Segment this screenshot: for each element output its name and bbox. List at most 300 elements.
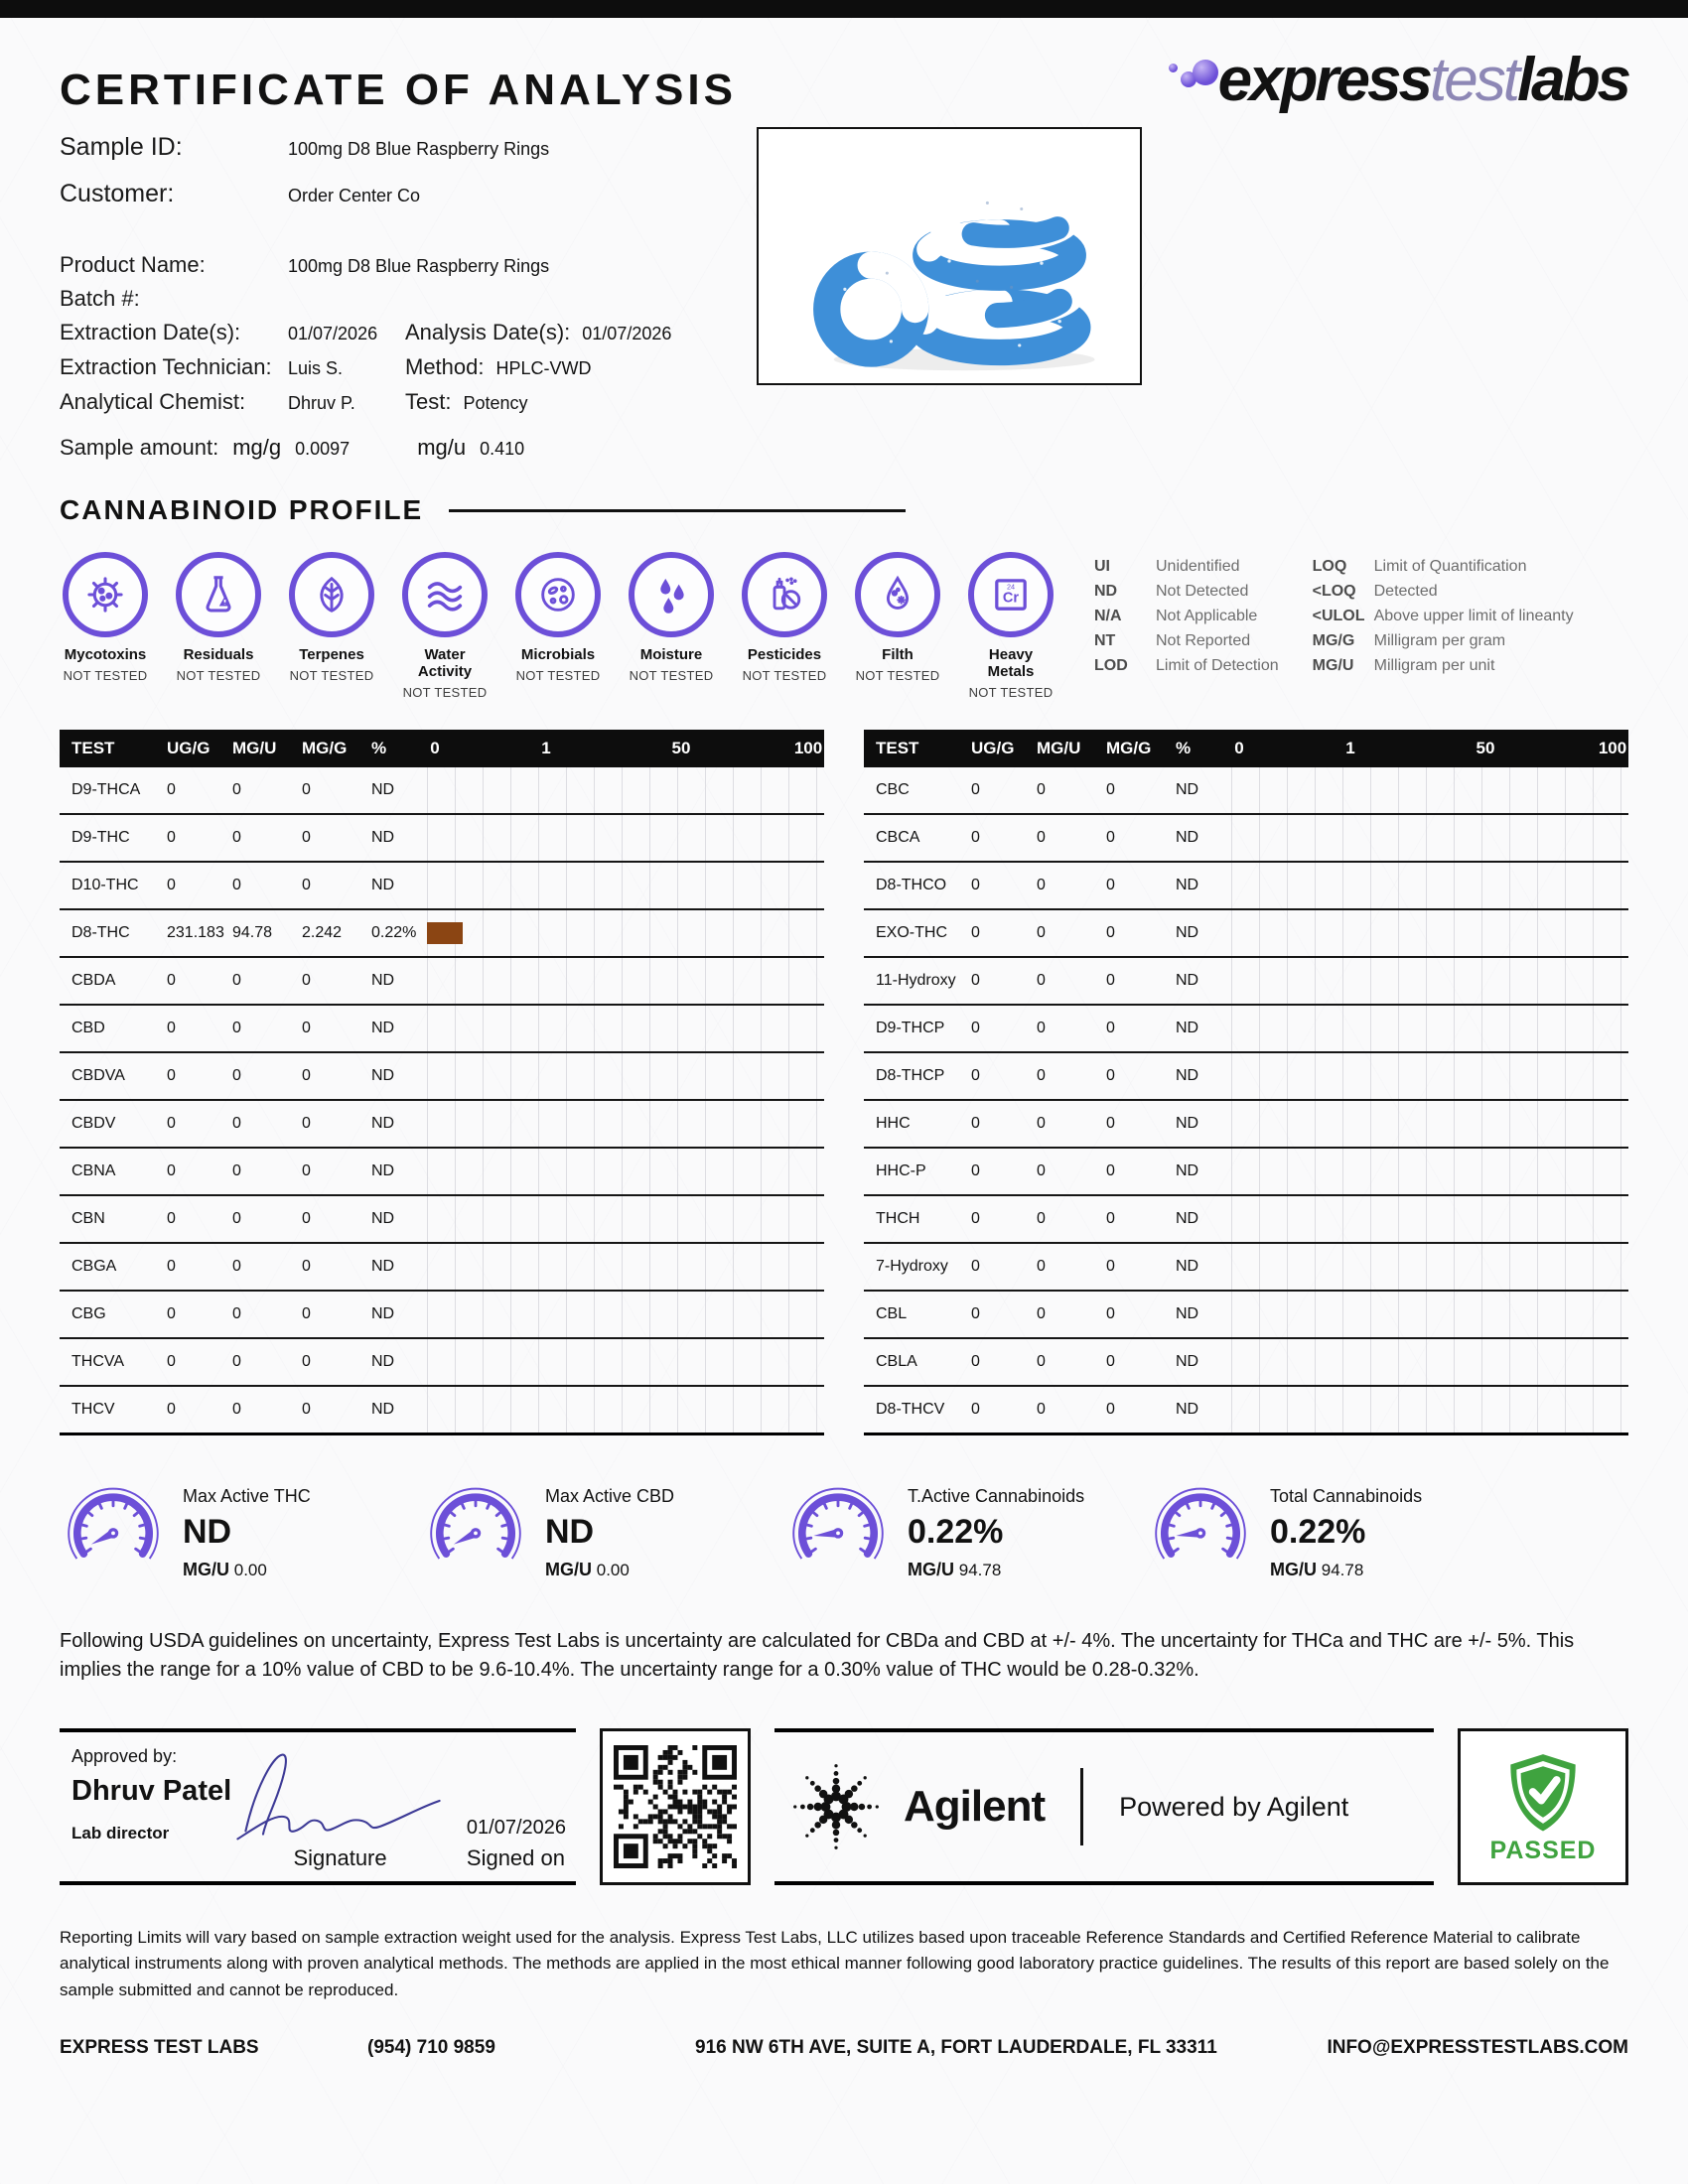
table-row xyxy=(864,1244,1628,1292)
heavy-metals-icon xyxy=(968,552,1054,637)
cell-ugg: 0 xyxy=(971,877,980,893)
table-row xyxy=(864,1006,1628,1053)
column-header: UG/G xyxy=(971,739,1015,757)
safety-panel-label: Terpenes xyxy=(299,646,364,663)
cell-ugg: 0 xyxy=(167,781,176,798)
cell-test: D8-THCP xyxy=(876,1067,945,1084)
cell-mgu: 94.78 xyxy=(232,924,273,941)
cell-pct: ND xyxy=(1176,877,1199,893)
cell-mgu: 0 xyxy=(232,972,241,989)
section-title: CANNABINOID PROFILE xyxy=(60,494,424,525)
cell-ugg: 0 xyxy=(167,972,176,989)
safety-panel-status: NOT TESTED xyxy=(176,668,261,683)
table-header xyxy=(60,730,824,767)
chart-scale xyxy=(1231,730,1628,767)
mgu-value: 0.410 xyxy=(480,439,525,459)
safety-panel-label: Residuals xyxy=(183,646,254,663)
legend-text: Limit of Detection xyxy=(1156,657,1279,674)
gauge-unit-value: 0.00 xyxy=(596,1561,630,1579)
cell-pct: ND xyxy=(371,1162,395,1179)
footer-email: INFO@EXPRESSTESTLABS.COM xyxy=(1327,2037,1628,2059)
chart-cell xyxy=(427,1387,824,1433)
chart-cell xyxy=(1231,1006,1628,1051)
chart-cell xyxy=(427,767,824,813)
cell-ugg: 0 xyxy=(971,1115,980,1132)
cell-pct: ND xyxy=(371,1210,395,1227)
cell-mgg: 0 xyxy=(302,1067,311,1084)
column-header: MG/U xyxy=(1037,739,1081,757)
cell-pct: ND xyxy=(1176,1210,1199,1227)
cell-ugg: 0 xyxy=(971,972,980,989)
safety-panel-status: NOT TESTED xyxy=(515,668,601,683)
cell-test: HHC xyxy=(876,1115,911,1132)
gauge-dial-icon xyxy=(784,1481,892,1585)
legend-abbr: LOD xyxy=(1094,657,1128,674)
cell-pct: ND xyxy=(1176,1162,1199,1179)
cell-test: CBDA xyxy=(71,972,116,989)
legend-item xyxy=(1313,583,1574,601)
safety-panel-residuals xyxy=(173,552,264,700)
legend-item xyxy=(1313,558,1574,576)
cannabinoid-table-left xyxy=(60,730,824,1435)
cell-ugg: 0 xyxy=(971,781,980,798)
chart-cell xyxy=(1231,1053,1628,1099)
column-header: MG/G xyxy=(1106,739,1152,757)
instrument-box xyxy=(774,1728,1434,1885)
cell-test: D8-THC xyxy=(71,924,130,941)
safety-panel-pesticides xyxy=(739,552,830,700)
scale-tick: 100 xyxy=(793,739,823,757)
cell-mgg: 0 xyxy=(1106,781,1115,798)
cell-mgu: 0 xyxy=(1037,1067,1046,1084)
safety-panel-terpenes xyxy=(286,552,377,700)
safety-panel-label: Pesticides xyxy=(747,646,822,663)
legend-text: Unidentified xyxy=(1156,558,1240,575)
table-row xyxy=(60,1101,824,1149)
gauge-total-cannabinoids xyxy=(1147,1481,1509,1585)
cell-pct: ND xyxy=(371,1067,395,1084)
legend-abbr: MG/U xyxy=(1312,657,1354,674)
legend-item xyxy=(1094,558,1279,576)
cell-test: THCVA xyxy=(71,1353,125,1370)
cell-mgu: 0 xyxy=(1037,972,1046,989)
gauge-label: Total Cannabinoids xyxy=(1270,1486,1423,1506)
table-row xyxy=(60,1244,824,1292)
cell-mgg: 0 xyxy=(302,877,311,893)
gauge-dial-icon xyxy=(422,1481,529,1585)
signature-caption: Signature xyxy=(293,1845,387,1870)
product-name-value: 100mg D8 Blue Raspberry Rings xyxy=(288,256,550,276)
table-row xyxy=(864,1387,1628,1433)
cell-pct: ND xyxy=(1176,1115,1199,1132)
cell-mgg: 0 xyxy=(1106,924,1115,941)
legend-abbr: NT xyxy=(1094,632,1116,649)
cell-ugg: 0 xyxy=(167,1258,176,1275)
chemist-value: Dhruv P. xyxy=(288,393,355,413)
sample-meta xyxy=(60,133,1628,461)
cell-mgg: 2.242 xyxy=(302,924,343,941)
cell-ugg: 0 xyxy=(167,1305,176,1322)
cell-mgu: 0 xyxy=(232,1305,241,1322)
mgu-label: mg/u xyxy=(417,435,467,460)
cell-test: CBN xyxy=(71,1210,105,1227)
cell-mgu: 0 xyxy=(232,1115,241,1132)
legend-item xyxy=(1313,632,1574,650)
cell-test: CBCA xyxy=(876,829,920,846)
extraction-date-value: 01/07/2026 xyxy=(288,324,378,343)
legend-abbr: ND xyxy=(1094,583,1118,600)
approval-band xyxy=(60,1728,1628,1885)
chart-scale xyxy=(427,730,824,767)
cell-pct: ND xyxy=(371,1115,395,1132)
chart-cell xyxy=(1231,910,1628,956)
signed-date: 01/07/2026 xyxy=(466,1817,566,1839)
chart-cell xyxy=(427,815,824,861)
cell-test: D9-THCP xyxy=(876,1020,945,1036)
cell-mgu: 0 xyxy=(1037,829,1046,846)
cell-test: D9-THCA xyxy=(71,781,141,798)
cell-mgu: 0 xyxy=(1037,1258,1046,1275)
safety-panel-moisture xyxy=(626,552,717,700)
logo-word-express: express xyxy=(1217,46,1430,114)
safety-panel-label: Water Activity xyxy=(417,646,473,680)
table-header xyxy=(864,730,1628,767)
analysis-date-label: Analysis Date(s): xyxy=(405,320,571,344)
table-row xyxy=(60,1339,824,1387)
cell-test: CBDVA xyxy=(71,1067,125,1084)
safety-panel-label: Filth xyxy=(882,646,914,663)
cell-mgg: 0 xyxy=(1106,829,1115,846)
cell-mgu: 0 xyxy=(1037,1210,1046,1227)
cell-mgu: 0 xyxy=(232,829,241,846)
cell-mgu: 0 xyxy=(232,1210,241,1227)
cell-test: CBGA xyxy=(71,1258,117,1275)
brand-logo xyxy=(1167,46,1628,114)
qr-code-box xyxy=(600,1728,751,1885)
cell-test: CBG xyxy=(71,1305,106,1322)
pesticides-icon xyxy=(742,552,827,637)
logo-bubbles-icon xyxy=(1167,50,1218,109)
cell-mgg: 0 xyxy=(302,781,311,798)
test-label: Test: xyxy=(405,389,452,414)
cell-mgg: 0 xyxy=(1106,972,1115,989)
mycotoxins-icon xyxy=(63,552,148,637)
legend-abbr: N/A xyxy=(1094,608,1122,624)
table-row xyxy=(864,1101,1628,1149)
cell-mgg: 0 xyxy=(302,1353,311,1370)
scale-tick: 1 xyxy=(1345,739,1355,757)
chart-cell xyxy=(1231,958,1628,1004)
approver-role: Lab director xyxy=(71,1824,170,1843)
gauge-unit: MG/U xyxy=(1270,1560,1317,1579)
cell-test: CBDV xyxy=(71,1115,116,1132)
summary-gauges xyxy=(60,1481,1628,1585)
cell-ugg: 0 xyxy=(167,829,176,846)
cell-pct: ND xyxy=(371,1258,395,1275)
cell-pct: ND xyxy=(1176,1020,1199,1036)
cell-mgu: 0 xyxy=(232,1258,241,1275)
cell-test: HHC-P xyxy=(876,1162,926,1179)
safety-panel-label: Microbials xyxy=(520,646,596,663)
abbreviation-legend xyxy=(1094,558,1574,675)
table-row xyxy=(864,815,1628,863)
cell-test: CBD xyxy=(71,1020,105,1036)
cell-mgu: 0 xyxy=(1037,924,1046,941)
safety-panel-status: NOT TESTED xyxy=(402,685,488,700)
cell-test: D9-THC xyxy=(71,829,130,846)
section-rule xyxy=(449,509,906,512)
chart-cell xyxy=(427,1149,824,1194)
cell-mgu: 0 xyxy=(232,781,241,798)
table-row xyxy=(864,958,1628,1006)
chart-cell xyxy=(427,1196,824,1242)
cell-mgg: 0 xyxy=(1106,1258,1115,1275)
cell-mgu: 0 xyxy=(1037,1401,1046,1418)
cell-pct: ND xyxy=(1176,1258,1199,1275)
cell-ugg: 0 xyxy=(167,1353,176,1370)
table-row xyxy=(60,1053,824,1101)
cell-mgg: 0 xyxy=(302,1210,311,1227)
table-row xyxy=(864,1149,1628,1196)
safety-panel-water-activity xyxy=(399,552,491,700)
cell-mgg: 0 xyxy=(1106,1210,1115,1227)
cell-ugg: 0 xyxy=(167,1020,176,1036)
terpenes-icon xyxy=(289,552,374,637)
value-bar xyxy=(427,922,463,944)
table-row xyxy=(60,958,824,1006)
chemist-label: Analytical Chemist: xyxy=(60,389,246,414)
cell-pct: ND xyxy=(1176,1401,1199,1418)
column-header: UG/G xyxy=(167,739,211,757)
qr-code xyxy=(614,1745,737,1868)
safety-panel-status: NOT TESTED xyxy=(742,668,827,683)
filth-icon xyxy=(855,552,940,637)
cell-mgg: 0 xyxy=(1106,1353,1115,1370)
chart-cell xyxy=(427,1339,824,1385)
svg-text:Cr: Cr xyxy=(1002,590,1020,607)
safety-panel-microbials xyxy=(512,552,604,700)
footer-address: 916 NW 6TH AVE, SUITE A, FORT LAUDERDALE, FL 33311 xyxy=(695,2037,1217,2059)
gauge-unit: MG/U xyxy=(545,1560,592,1579)
cell-mgu: 0 xyxy=(1037,1305,1046,1322)
cell-test: THCH xyxy=(876,1210,920,1227)
cell-ugg: 0 xyxy=(971,1020,980,1036)
cell-pct: ND xyxy=(371,972,395,989)
extraction-tech-label: Extraction Technician: xyxy=(60,354,272,379)
footer-contact xyxy=(60,2037,1628,2059)
cell-pct: 0.22% xyxy=(371,924,417,941)
table-row xyxy=(864,1196,1628,1244)
product-name-label: Product Name: xyxy=(60,252,206,277)
legend-text: Above upper limit of lineanty xyxy=(1373,608,1574,624)
residuals-icon xyxy=(176,552,261,637)
water-activity-icon xyxy=(402,552,488,637)
mgg-label: mg/g xyxy=(232,435,282,460)
signed-on-caption: Signed on xyxy=(466,1845,565,1870)
safety-panel-status: NOT TESTED xyxy=(968,685,1054,700)
table-row xyxy=(864,1339,1628,1387)
table-row xyxy=(60,1196,824,1244)
table-row xyxy=(60,1006,824,1053)
legend-text: Limit of Quantification xyxy=(1373,558,1527,575)
legend-item xyxy=(1094,608,1279,625)
cell-test: D8-THCO xyxy=(876,877,947,893)
column-header: TEST xyxy=(71,739,115,757)
gauge-unit: MG/U xyxy=(183,1560,229,1579)
chart-cell xyxy=(1231,815,1628,861)
gummy-rings-image xyxy=(759,129,1140,383)
cell-mgg: 0 xyxy=(1106,1401,1115,1418)
cell-mgu: 0 xyxy=(232,1067,241,1084)
cell-mgg: 0 xyxy=(302,1305,311,1322)
legend-item xyxy=(1094,583,1279,601)
cell-test: CBC xyxy=(876,781,910,798)
safety-panel-status: NOT TESTED xyxy=(289,668,374,683)
cell-pct: ND xyxy=(371,1305,395,1322)
chart-cell xyxy=(427,958,824,1004)
passed-badge xyxy=(1458,1728,1628,1885)
chart-cell xyxy=(427,910,824,956)
cell-ugg: 0 xyxy=(971,924,980,941)
gauge-unit-value: 94.78 xyxy=(1321,1561,1364,1579)
gauge-value: ND xyxy=(183,1513,232,1551)
cell-mgu: 0 xyxy=(1037,877,1046,893)
safety-panels xyxy=(60,552,1056,700)
gauge-unit-value: 0.00 xyxy=(233,1561,267,1579)
cell-ugg: 0 xyxy=(971,1258,980,1275)
legend-text: Not Reported xyxy=(1156,632,1251,649)
product-photo xyxy=(757,127,1142,385)
gauge-unit-value: 94.78 xyxy=(958,1561,1002,1579)
cell-ugg: 0 xyxy=(971,829,980,846)
cell-ugg: 0 xyxy=(167,1401,176,1418)
cell-mgu: 0 xyxy=(1037,1162,1046,1179)
cell-pct: ND xyxy=(371,1401,395,1418)
chart-cell xyxy=(427,1244,824,1290)
cell-mgu: 0 xyxy=(232,1353,241,1370)
safety-panel-status: NOT TESTED xyxy=(855,668,940,683)
cell-pct: ND xyxy=(1176,924,1199,941)
column-header: TEST xyxy=(876,739,919,757)
passed-label: PASSED xyxy=(1489,1836,1597,1864)
column-header: % xyxy=(371,739,387,757)
column-header: % xyxy=(1176,739,1192,757)
chart-cell xyxy=(1231,1292,1628,1337)
table-row xyxy=(864,1053,1628,1101)
table-row xyxy=(60,1387,824,1433)
analysis-date-value: 01/07/2026 xyxy=(582,324,672,343)
cell-test: THCV xyxy=(71,1401,115,1418)
gauge-label: T.Active Cannabinoids xyxy=(908,1486,1085,1506)
gauge-dial-icon xyxy=(60,1481,167,1585)
safety-panel-label: Moisture xyxy=(639,646,703,663)
scale-tick: 50 xyxy=(1476,739,1495,757)
header xyxy=(60,46,1628,115)
chart-cell xyxy=(1231,1387,1628,1433)
shield-check-icon xyxy=(1500,1749,1586,1835)
cell-mgu: 0 xyxy=(1037,1353,1046,1370)
cell-mgu: 0 xyxy=(232,877,241,893)
legend-item xyxy=(1313,657,1574,675)
scale-tick: 1 xyxy=(541,739,551,757)
cell-test: EXO-THC xyxy=(876,924,947,941)
cell-mgu: 0 xyxy=(1037,781,1046,798)
gauge-max-active-thc xyxy=(60,1481,422,1585)
agilent-starburst-icon xyxy=(788,1759,884,1854)
safety-panel-status: NOT TESTED xyxy=(63,668,148,683)
cell-test: D8-THCV xyxy=(876,1401,945,1418)
table-row xyxy=(864,1292,1628,1339)
legend-item xyxy=(1094,632,1279,650)
customer-label: Customer: xyxy=(60,180,175,207)
signature-script xyxy=(231,1742,470,1851)
cell-pct: ND xyxy=(371,1020,395,1036)
legend-column xyxy=(1313,558,1574,675)
moisture-icon xyxy=(629,552,714,637)
cell-mgg: 0 xyxy=(302,1020,311,1036)
gauge-label: Max Active THC xyxy=(183,1486,311,1506)
chart-cell xyxy=(427,1053,824,1099)
gauge-value: ND xyxy=(545,1513,595,1551)
cell-pct: ND xyxy=(1176,972,1199,989)
table-row xyxy=(60,1292,824,1339)
table-row xyxy=(864,863,1628,910)
legend-text: Not Detected xyxy=(1156,583,1249,600)
cell-ugg: 0 xyxy=(167,1210,176,1227)
cell-mgu: 0 xyxy=(232,1401,241,1418)
table-row xyxy=(60,815,824,863)
test-value: Potency xyxy=(463,393,528,413)
cell-ugg: 0 xyxy=(971,1353,980,1370)
cell-mgg: 0 xyxy=(302,829,311,846)
logo-word-test: test xyxy=(1430,46,1517,114)
scale-tick: 0 xyxy=(430,739,440,757)
sample-id-label: Sample ID: xyxy=(60,133,183,161)
gauge-t-active-cannabinoids xyxy=(784,1481,1147,1585)
table-row xyxy=(864,910,1628,958)
legend-abbr: <ULOL xyxy=(1312,608,1365,624)
safety-panel-label: Heavy Metals xyxy=(987,646,1035,680)
cell-ugg: 0 xyxy=(971,1210,980,1227)
legend-abbr: UI xyxy=(1094,558,1110,575)
cell-mgg: 0 xyxy=(302,1115,311,1132)
cell-mgg: 0 xyxy=(1106,877,1115,893)
divider xyxy=(1080,1768,1083,1845)
powered-by-text: Powered by Agilent xyxy=(1119,1791,1349,1822)
chart-cell xyxy=(1231,1101,1628,1147)
extraction-tech-value: Luis S. xyxy=(288,358,344,378)
gauge-value: 0.22% xyxy=(908,1513,1004,1551)
gauge-unit: MG/U xyxy=(908,1560,954,1579)
cell-mgu: 0 xyxy=(232,1020,241,1036)
safety-and-legend xyxy=(60,552,1628,700)
mgg-value: 0.0097 xyxy=(295,439,351,459)
cell-test: 11-Hydroxy xyxy=(876,972,956,989)
scale-tick: 0 xyxy=(1234,739,1244,757)
safety-panel-status: NOT TESTED xyxy=(629,668,714,683)
cell-ugg: 0 xyxy=(971,1305,980,1322)
sample-id-value: 100mg D8 Blue Raspberry Rings xyxy=(288,139,550,159)
approved-by-label: Approved by: xyxy=(71,1746,178,1766)
chart-cell xyxy=(1231,1244,1628,1290)
chart-cell xyxy=(1231,1196,1628,1242)
legend-abbr: MG/G xyxy=(1312,632,1355,649)
cell-mgg: 0 xyxy=(302,1401,311,1418)
cell-ugg: 0 xyxy=(971,1067,980,1084)
legend-abbr: <LOQ xyxy=(1312,583,1356,600)
footer-phone: (954) 710 9859 xyxy=(367,2037,495,2059)
cell-ugg: 0 xyxy=(971,1401,980,1418)
